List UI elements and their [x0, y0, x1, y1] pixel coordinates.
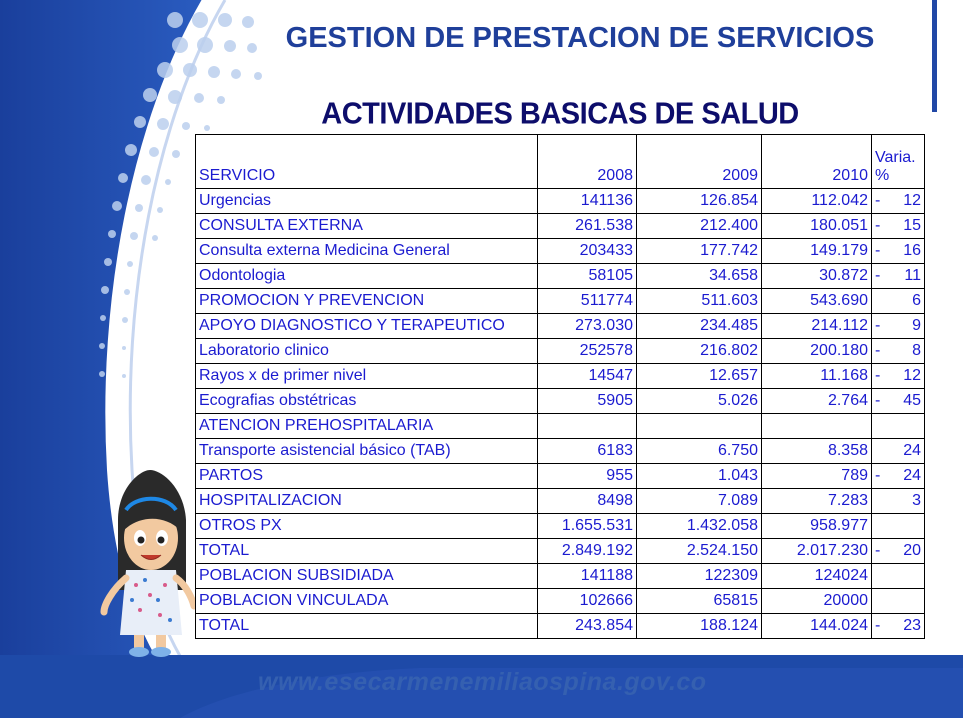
- cell-2010: 8.358: [762, 439, 872, 464]
- variation-sign: -: [875, 617, 881, 634]
- page-title: GESTION DE PRESTACION DE SERVICIOS: [285, 22, 875, 54]
- cell-servicio: POBLACION SUBSIDIADA: [196, 564, 538, 589]
- cell-servicio: PARTOS: [196, 464, 538, 489]
- cell-2008: 955: [538, 464, 637, 489]
- header-2009: 2009: [637, 135, 762, 189]
- cell-variation: [872, 289, 925, 314]
- variation-sign: -: [875, 242, 881, 259]
- cell-2008: 102666: [538, 589, 637, 614]
- variation-sign: -: [875, 367, 881, 384]
- cell-variation: [872, 589, 925, 614]
- cell-servicio: Urgencias: [196, 189, 538, 214]
- cell-2008: 243.854: [538, 614, 637, 639]
- cell-variation: [872, 189, 925, 214]
- cell-2008: 14547: [538, 364, 637, 389]
- cell-2009: [637, 414, 762, 439]
- variation-value: 8: [912, 342, 921, 359]
- cell-2010: 958.977: [762, 514, 872, 539]
- header-servicio: SERVICIO: [196, 135, 538, 189]
- cell-2010: 2.764: [762, 389, 872, 414]
- cell-2010: 789: [762, 464, 872, 489]
- cell-2010: 144.024: [762, 614, 872, 639]
- table-row: [196, 589, 925, 614]
- cell-2010: [762, 414, 872, 439]
- cell-variation: [872, 564, 925, 589]
- cell-variation: [872, 439, 925, 464]
- table-row: [196, 514, 925, 539]
- cell-2009: 216.802: [637, 339, 762, 364]
- cell-servicio: Laboratorio clinico: [196, 339, 538, 364]
- variation-value: 11: [904, 267, 921, 284]
- cell-2009: 1.043: [637, 464, 762, 489]
- cell-2008: 58105: [538, 264, 637, 289]
- cell-2008: 1.655.531: [538, 514, 637, 539]
- variation-sign: -: [875, 192, 881, 209]
- cell-2009: 1.432.058: [637, 514, 762, 539]
- table-row: [196, 389, 925, 414]
- variation-value: 15: [903, 217, 921, 234]
- cell-servicio: Odontologia: [196, 264, 538, 289]
- cell-servicio: TOTAL: [196, 614, 538, 639]
- cell-servicio: ATENCION PREHOSPITALARIA: [196, 414, 538, 439]
- table-row: [196, 239, 925, 264]
- table-row: [196, 564, 925, 589]
- accent-vertical-bar: [932, 0, 937, 112]
- table-row: [196, 364, 925, 389]
- variation-sign: -: [875, 217, 881, 234]
- variation-value: 24: [903, 442, 921, 459]
- cell-2010: 214.112: [762, 314, 872, 339]
- cell-variation: [872, 464, 925, 489]
- cell-2010: 20000: [762, 589, 872, 614]
- cell-2008: 8498: [538, 489, 637, 514]
- variation-sign: -: [875, 317, 881, 334]
- cell-servicio: HOSPITALIZACION: [196, 489, 538, 514]
- cell-2008: 2.849.192: [538, 539, 637, 564]
- cell-2008: 511774: [538, 289, 637, 314]
- cell-2008: 6183: [538, 439, 637, 464]
- table-row: [196, 214, 925, 239]
- header-2008: 2008: [538, 135, 637, 189]
- cell-2009: 2.524.150: [637, 539, 762, 564]
- cell-2008: [538, 414, 637, 439]
- table-row: [196, 439, 925, 464]
- table-row: [196, 539, 925, 564]
- cell-variation: [872, 614, 925, 639]
- cell-servicio: CONSULTA EXTERNA: [196, 214, 538, 239]
- cell-2010: 2.017.230: [762, 539, 872, 564]
- cell-2008: 273.030: [538, 314, 637, 339]
- cell-2010: 200.180: [762, 339, 872, 364]
- header-percent-label: %: [875, 167, 890, 184]
- cell-servicio: Ecografias obstétricas: [196, 389, 538, 414]
- cell-2009: 34.658: [637, 264, 762, 289]
- cell-2009: 511.603: [637, 289, 762, 314]
- cell-variation: [872, 389, 925, 414]
- cell-variation: [872, 214, 925, 239]
- cell-2009: 212.400: [637, 214, 762, 239]
- table-row: [196, 614, 925, 639]
- cell-2010: 543.690: [762, 289, 872, 314]
- cell-2009: 12.657: [637, 364, 762, 389]
- cell-2009: 5.026: [637, 389, 762, 414]
- header-2010: 2010: [762, 135, 872, 189]
- cell-2009: 177.742: [637, 239, 762, 264]
- cell-2010: 124024: [762, 564, 872, 589]
- variation-value: 45: [903, 392, 921, 409]
- cell-2008: 141136: [538, 189, 637, 214]
- cell-variation: [872, 539, 925, 564]
- variation-value: 3: [912, 492, 921, 509]
- table-header-row: [196, 135, 925, 189]
- table-row: [196, 189, 925, 214]
- header-varia-label: Varia.: [875, 149, 916, 166]
- cell-servicio: APOYO DIAGNOSTICO Y TERAPEUTICO: [196, 314, 538, 339]
- website-url: www.esecarmenemiliaospina.gov.co: [258, 668, 707, 696]
- cell-2008: 252578: [538, 339, 637, 364]
- cell-variation: [872, 364, 925, 389]
- cell-variation: [872, 339, 925, 364]
- variation-sign: -: [875, 392, 881, 409]
- table-row: [196, 464, 925, 489]
- cell-servicio: TOTAL: [196, 539, 538, 564]
- cell-variation: [872, 239, 925, 264]
- cell-servicio: Rayos x de primer nivel: [196, 364, 538, 389]
- variation-value: 9: [912, 317, 921, 334]
- cell-2010: 11.168: [762, 364, 872, 389]
- variation-value: 12: [903, 192, 921, 209]
- cell-2009: 122309: [637, 564, 762, 589]
- table-row: [196, 414, 925, 439]
- cell-2009: 126.854: [637, 189, 762, 214]
- cell-servicio: Consulta externa Medicina General: [196, 239, 538, 264]
- cell-2010: 30.872: [762, 264, 872, 289]
- cell-2008: 261.538: [538, 214, 637, 239]
- activities-table: [195, 134, 925, 639]
- table-title: ACTIVIDADES BASICAS DE SALUD: [321, 97, 799, 131]
- cell-2010: 149.179: [762, 239, 872, 264]
- cell-2010: 180.051: [762, 214, 872, 239]
- variation-value: 23: [903, 617, 921, 634]
- table-row: [196, 289, 925, 314]
- variation-sign: -: [875, 342, 881, 359]
- cell-2008: 5905: [538, 389, 637, 414]
- cell-2009: 6.750: [637, 439, 762, 464]
- table-row: [196, 339, 925, 364]
- header-variation: [872, 135, 925, 189]
- cell-variation: [872, 489, 925, 514]
- cell-variation: [872, 514, 925, 539]
- variation-sign: -: [875, 467, 881, 484]
- cell-2009: 234.485: [637, 314, 762, 339]
- table-row: [196, 489, 925, 514]
- variation-value: 6: [912, 292, 921, 309]
- variation-value: 20: [903, 542, 921, 559]
- variation-sign: -: [875, 542, 881, 559]
- cell-servicio: POBLACION VINCULADA: [196, 589, 538, 614]
- variation-value: 24: [903, 467, 921, 484]
- cell-variation: [872, 314, 925, 339]
- cell-2008: 141188: [538, 564, 637, 589]
- cell-servicio: Transporte asistencial básico (TAB): [196, 439, 538, 464]
- cell-2009: 188.124: [637, 614, 762, 639]
- variation-value: 16: [903, 242, 921, 259]
- cell-2010: 112.042: [762, 189, 872, 214]
- table-row: [196, 264, 925, 289]
- table-row: [196, 314, 925, 339]
- variation-value: 12: [903, 367, 921, 384]
- cell-servicio: PROMOCION Y PREVENCION: [196, 289, 538, 314]
- cell-variation: [872, 264, 925, 289]
- cell-2009: 65815: [637, 589, 762, 614]
- cell-servicio: OTROS PX: [196, 514, 538, 539]
- cell-variation: [872, 414, 925, 439]
- cell-2009: 7.089: [637, 489, 762, 514]
- cell-2010: 7.283: [762, 489, 872, 514]
- variation-sign: -: [875, 267, 881, 284]
- cell-2008: 203433: [538, 239, 637, 264]
